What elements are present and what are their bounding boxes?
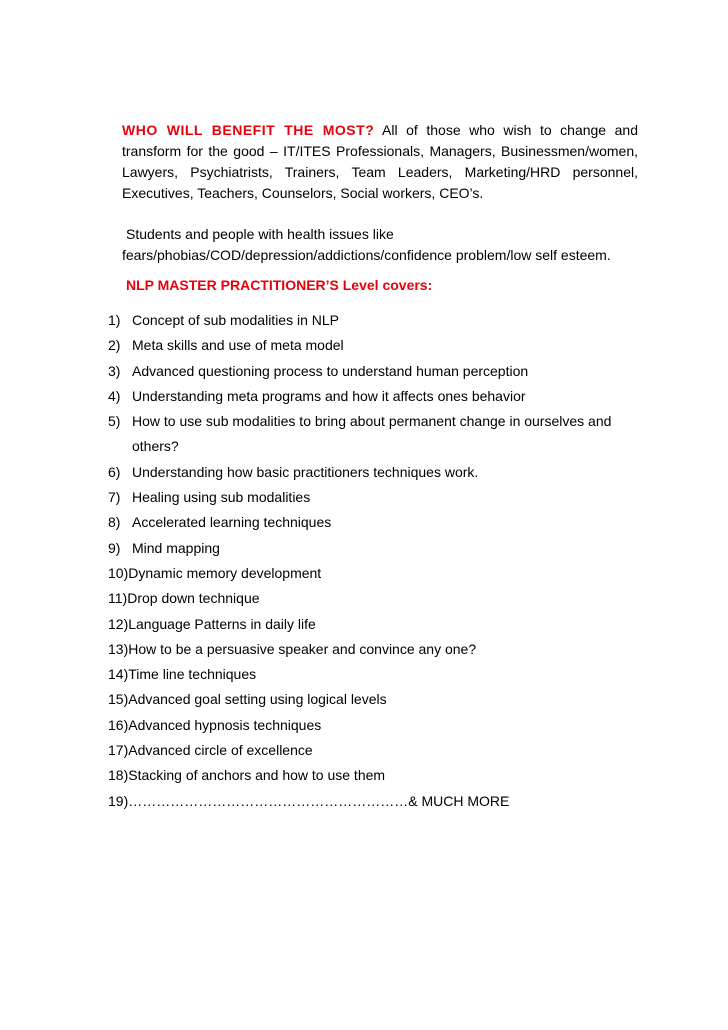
list-item-text: ……………………………………………………& MUCH MORE	[128, 792, 510, 809]
list-item-number: 2)	[108, 337, 121, 354]
list-item-text: Mind mapping	[132, 539, 220, 556]
list-item-number: 18)	[108, 767, 129, 784]
list-item-number: 16)	[108, 716, 129, 733]
students-line-2: fears/phobias/COD/depression/addictions/confidence problem/low self esteem.	[122, 247, 611, 263]
list-item-text: Dynamic memory development	[128, 564, 322, 581]
list-item-number: 3)	[108, 362, 121, 379]
list-item	[108, 763, 668, 788]
students-paragraph	[122, 224, 682, 266]
list-item-text: Stacking of anchors and how to use them	[128, 767, 386, 784]
list-item	[108, 460, 668, 485]
list-item-text: Meta skills and use of meta model	[132, 337, 344, 354]
list-item	[108, 359, 668, 384]
list-item-text: Advanced hypnosis techniques	[128, 716, 322, 733]
list-item-text: Understanding meta programs and how it affects ones behavior	[132, 387, 526, 404]
list-item-text: Understanding how basic practitioners techniques work.	[132, 463, 479, 480]
topic-list	[108, 308, 668, 814]
list-item	[108, 384, 668, 409]
list-item-text: How to use sub modalities to bring about permanent change in ourselves and	[132, 413, 612, 430]
list-item-text: Language Patterns in daily life	[128, 615, 316, 632]
list-item-number: 19)	[108, 792, 129, 809]
list-item	[108, 662, 668, 687]
list-item-number: 5)	[108, 413, 121, 430]
list-item	[108, 612, 668, 637]
list-item-number: 9)	[108, 539, 121, 556]
list-item-number: 13)	[108, 640, 129, 657]
list-item	[108, 586, 668, 611]
benefit-paragraph	[122, 120, 638, 204]
list-item-number: 11)	[108, 590, 128, 607]
list-item-number: 8)	[108, 514, 121, 531]
list-item	[108, 536, 668, 561]
list-item-number: 17)	[108, 742, 129, 759]
list-item	[108, 789, 668, 814]
list-item-number: 6)	[108, 463, 121, 480]
list-item-text: Accelerated learning techniques	[132, 514, 332, 531]
list-item-text: Concept of sub modalities in NLP	[132, 312, 339, 328]
list-item	[108, 510, 668, 535]
list-item	[108, 561, 668, 586]
list-item	[108, 308, 668, 333]
list-item	[108, 637, 668, 662]
list-item-number: 10)	[108, 564, 129, 581]
list-item	[108, 738, 668, 763]
list-item	[108, 713, 668, 738]
list-item-number: 1)	[108, 312, 121, 328]
list-item	[108, 485, 668, 510]
list-item-text: How to be a persuasive speaker and convince any one?	[128, 640, 477, 657]
list-item-number: 15)	[108, 691, 129, 708]
students-line-1: Students and people with health issues like	[126, 226, 394, 242]
benefit-body: All of those who wish to change and transform for the good – IT/ITES Professionals, Managers, Businessmen/women, Lawyers, Psychiatrists, Trainers, Team Leaders, Marketing/HRD personnel, Executives, Teachers, Counselors, Social workers, CEO’s.	[122, 122, 638, 201]
covers-heading: NLP MASTER PRACTITIONER’S Level covers:	[126, 277, 433, 293]
list-item-continuation: others?	[132, 438, 179, 455]
list-item-number: 14)	[108, 666, 129, 683]
list-item-text: Advanced questioning process to understand human perception	[132, 362, 529, 379]
list-item	[108, 409, 668, 460]
list-item-number: 4)	[108, 387, 121, 404]
list-item	[108, 333, 668, 358]
list-item-text: Drop down technique	[127, 590, 260, 607]
benefit-heading: WHO WILL BENEFIT THE MOST?	[122, 122, 375, 138]
list-item-number: 12)	[108, 615, 129, 632]
list-item-text: Healing using sub modalities	[132, 489, 311, 506]
list-item	[108, 687, 668, 712]
list-item-text: Advanced circle of excellence	[128, 742, 313, 759]
list-item-text: Time line techniques	[128, 666, 257, 683]
list-item-text: Advanced goal setting using logical levels	[128, 691, 387, 708]
list-item-number: 7)	[108, 489, 121, 506]
